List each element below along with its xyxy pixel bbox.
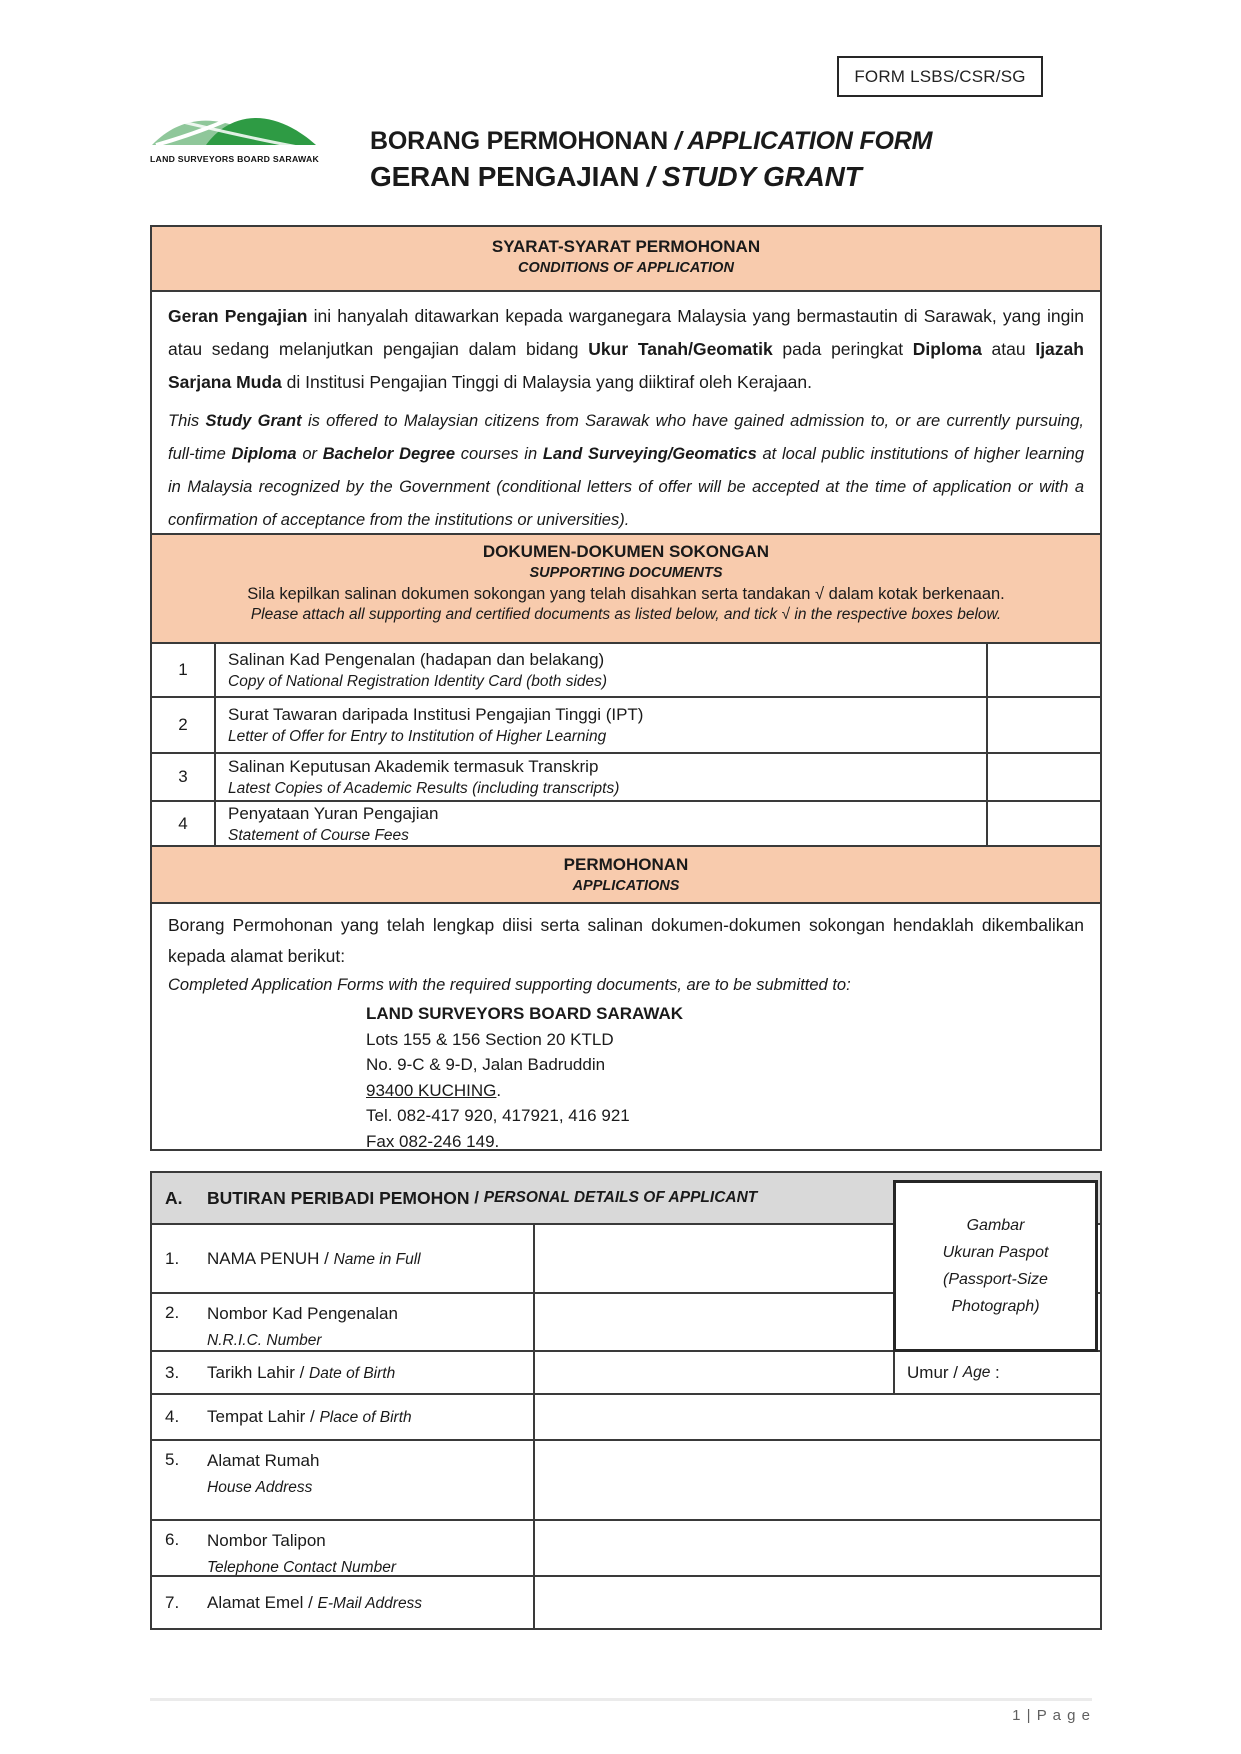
place-of-birth-malay: Tempat Lahir bbox=[207, 1407, 306, 1426]
applications-paragraph-malay: Borang Permohonan yang telah lengkap diisi serta salinan dokumen-dokumen sokongan hendaklah dikembalikan kepada alamat berikut: bbox=[168, 915, 1084, 966]
address-city-underlined: 93400 KUCHING bbox=[366, 1080, 497, 1100]
doc-row-2-tick-box[interactable] bbox=[986, 698, 1100, 752]
page-title bbox=[370, 127, 932, 193]
row-date-of-birth bbox=[152, 1352, 1100, 1395]
conditions-header bbox=[152, 227, 1100, 292]
photo-box-line-2: Ukuran Paspot bbox=[942, 1244, 1049, 1261]
section-a-index: A. bbox=[165, 1187, 183, 1208]
full-name-label-text bbox=[207, 1248, 421, 1270]
place-of-birth-field[interactable] bbox=[535, 1395, 1100, 1439]
home-address-field[interactable] bbox=[535, 1441, 1100, 1519]
home-address-label bbox=[152, 1441, 535, 1519]
row-telephone bbox=[152, 1521, 1100, 1577]
logo bbox=[150, 106, 322, 164]
doc-row-1-text bbox=[216, 644, 986, 696]
conditions-header-malay: SYARAT-SYARAT PERMOHONAN bbox=[491, 237, 761, 256]
doc-row-4-english: Statement of Course Fees bbox=[228, 826, 409, 844]
doc-row-3-text bbox=[216, 754, 986, 800]
title2-malay: GERAN PENGAJIAN bbox=[370, 161, 640, 192]
place-of-birth-separator: / bbox=[305, 1407, 320, 1426]
documents-header bbox=[152, 535, 1100, 644]
age-label-malay: Umur bbox=[907, 1362, 949, 1382]
documents-note-malay: Sila kepilkan salinan dokumen sokongan yang telah disahkan serta tandakan √ dalam kotak berkenaan. bbox=[247, 585, 1005, 603]
age-label-colon: : bbox=[990, 1362, 1000, 1382]
date-of-birth-english: Date of Birth bbox=[309, 1364, 396, 1382]
place-of-birth-label-text bbox=[207, 1406, 412, 1428]
doc-row-2-english: Letter of Offer for Entry to Institution of Higher Learning bbox=[228, 728, 607, 745]
telephone-number-index: 6. bbox=[165, 1530, 180, 1549]
photo-box-line-1: Gambar bbox=[966, 1217, 1025, 1234]
applications-header bbox=[152, 847, 1100, 904]
doc-row-1-tick-box[interactable] bbox=[986, 644, 1100, 696]
telephone-label bbox=[152, 1521, 535, 1575]
section-a-title-english: PERSONAL DETAILS OF APPLICANT bbox=[483, 1189, 758, 1206]
nric-malay: Nombor Kad Pengenalan bbox=[207, 1304, 398, 1323]
doc-row-3 bbox=[152, 754, 1100, 802]
doc-row-1 bbox=[152, 644, 1100, 698]
doc-row-1-malay: Salinan Kad Pengenalan (hadapan dan belakang) bbox=[228, 650, 605, 669]
nric-english: N.R.I.C. Number bbox=[207, 1332, 322, 1349]
telephone-malay: Nombor Talipon bbox=[207, 1531, 326, 1550]
telephone-field[interactable] bbox=[535, 1521, 1100, 1575]
photo-box-line-3: (Passport-Size bbox=[943, 1271, 1048, 1288]
place-of-birth-label bbox=[152, 1395, 535, 1439]
home-address-english: House Address bbox=[207, 1479, 313, 1496]
email-english: E-Mail Address bbox=[317, 1594, 423, 1612]
section-a-title-separator: / bbox=[469, 1188, 484, 1207]
place-of-birth-english: Place of Birth bbox=[319, 1409, 412, 1426]
doc-row-3-tick-box[interactable] bbox=[986, 754, 1100, 800]
email-number: 7. bbox=[165, 1592, 180, 1612]
board-address bbox=[366, 1001, 1084, 1149]
conditions-paragraph-malay: Geran Pengajian ini hanyalah ditawarkan kepada warganegara Malaysia yang bermastautin di Sarawak, yang ingin atau sedang melanjutkan pengajian dalam bidang Ukur Tanah/Geomatik pada peringkat Diploma atau Ijazah Sarjana Muda di Institusi Pengajian Tinggi di Malaysia yang diiktiraf oleh Kerajaan. bbox=[168, 306, 1084, 392]
row-home-address bbox=[152, 1441, 1100, 1521]
place-of-birth-number: 4. bbox=[165, 1407, 180, 1426]
doc-row-4-text bbox=[216, 802, 986, 845]
full-name-english: Name in Full bbox=[333, 1250, 421, 1268]
date-of-birth-label-text bbox=[207, 1362, 395, 1384]
email-separator: / bbox=[303, 1592, 318, 1612]
email-label bbox=[152, 1577, 535, 1628]
title-line-1 bbox=[370, 127, 932, 156]
age-field[interactable] bbox=[893, 1352, 1100, 1393]
doc-row-1-english: Copy of National Registration Identity Card (both sides) bbox=[228, 673, 608, 690]
email-label-text bbox=[207, 1592, 422, 1614]
title2-separator: / bbox=[639, 161, 663, 192]
date-of-birth-separator: / bbox=[294, 1362, 310, 1382]
full-name-label bbox=[152, 1225, 535, 1292]
address-line-2: No. 9-C & 9-D, Jalan Badruddin bbox=[366, 1055, 606, 1074]
doc-row-3-malay: Salinan Keputusan Akademik termasuk Transkrip bbox=[228, 757, 599, 776]
full-name-separator: / bbox=[319, 1248, 334, 1268]
applications-body bbox=[152, 904, 1100, 1149]
address-fax: Fax 082-246 149. bbox=[366, 1131, 500, 1149]
page-number: 1 | P a g e bbox=[1012, 1707, 1091, 1724]
form-code-box bbox=[837, 56, 1043, 97]
applications-header-english: APPLICATIONS bbox=[572, 878, 680, 894]
date-of-birth-number: 3. bbox=[165, 1362, 180, 1382]
doc-row-2-number: 2 bbox=[152, 698, 216, 752]
address-telephone: Tel. 082-417 920, 417921, 416 921 bbox=[366, 1106, 630, 1125]
email-field[interactable] bbox=[535, 1577, 1100, 1628]
documents-header-malay: DOKUMEN-DOKUMEN SOKONGAN bbox=[482, 542, 770, 561]
personal-details-table bbox=[150, 1171, 1102, 1630]
date-of-birth-field[interactable] bbox=[535, 1352, 893, 1393]
date-of-birth-malay: Tarikh Lahir bbox=[207, 1362, 295, 1382]
doc-row-2-text bbox=[216, 698, 986, 752]
doc-row-1-number: 1 bbox=[152, 644, 216, 696]
address-city-period: . bbox=[496, 1080, 502, 1100]
title1-malay: BORANG PERMOHONAN bbox=[370, 127, 668, 155]
form-code-text: FORM LSBS/CSR/SG bbox=[854, 66, 1026, 86]
doc-row-3-number: 3 bbox=[152, 754, 216, 800]
address-city bbox=[366, 1078, 1084, 1104]
doc-row-4 bbox=[152, 802, 1100, 847]
full-name-malay: NAMA PENUH bbox=[207, 1248, 320, 1268]
documents-header-english: SUPPORTING DOCUMENTS bbox=[529, 565, 723, 581]
logo-hills-icon bbox=[150, 106, 322, 152]
title1-english: APPLICATION FORM bbox=[687, 127, 933, 155]
date-of-birth-label bbox=[152, 1352, 535, 1393]
nric-label bbox=[152, 1294, 535, 1350]
title2-english: STUDY GRANT bbox=[662, 161, 862, 192]
nric-label-text bbox=[207, 1303, 398, 1350]
documents-note-english: Please attach all supporting and certified documents as listed below, and tick √ in the respective boxes below. bbox=[250, 606, 1002, 623]
address-line-1: Lots 155 & 156 Section 20 KTLD bbox=[366, 1029, 614, 1049]
telephone-english: Telephone Contact Number bbox=[207, 1559, 396, 1576]
conditions-body bbox=[152, 292, 1100, 535]
title1-separator: / bbox=[668, 127, 688, 155]
age-label-separator: / bbox=[948, 1362, 963, 1382]
doc-row-3-english: Latest Copies of Academic Results (including transcripts) bbox=[228, 780, 620, 797]
row-email bbox=[152, 1577, 1100, 1628]
address-name: LAND SURVEYORS BOARD SARAWAK bbox=[366, 1004, 684, 1023]
footer-divider bbox=[150, 1698, 1092, 1701]
full-name-number: 1. bbox=[165, 1248, 180, 1268]
title-line-2 bbox=[370, 161, 932, 193]
home-address-label-text bbox=[207, 1450, 319, 1519]
info-table bbox=[150, 225, 1102, 1151]
doc-row-2-malay: Surat Tawaran daripada Institusi Pengajian Tinggi (IPT) bbox=[228, 705, 644, 724]
logo-caption: LAND SURVEYORS BOARD SARAWAK bbox=[150, 154, 320, 164]
telephone-label-text bbox=[207, 1530, 396, 1575]
doc-row-2 bbox=[152, 698, 1100, 754]
conditions-paragraph-english: This Study Grant is offered to Malaysian citizens from Sarawak who have gained admission to, or are currently pursuing, full-time Diploma or Bachelor Degree courses in Land Surveying/Geomatics at local public institutions of higher learning in Malaysia recognized by the Government (conditional letters of offer will be accepted at the time of application or with a confirmation of acceptance from the institutions or universities). bbox=[168, 412, 1085, 529]
conditions-header-english: CONDITIONS OF APPLICATION bbox=[518, 260, 734, 276]
applications-paragraph-english: Completed Application Forms with the required supporting documents, are to be submitted to: bbox=[168, 976, 851, 994]
nric-number: 2. bbox=[165, 1303, 180, 1322]
row-place-of-birth bbox=[152, 1395, 1100, 1441]
section-a-title-malay: BUTIRAN PERIBADI PEMOHON bbox=[207, 1187, 470, 1208]
home-address-malay: Alamat Rumah bbox=[207, 1451, 320, 1470]
photo-box-line-4: Photograph) bbox=[951, 1298, 1040, 1315]
doc-row-4-malay: Penyataan Yuran Pengajian bbox=[228, 803, 439, 823]
email-malay: Alamat Emel bbox=[207, 1592, 304, 1612]
passport-photo-box[interactable] bbox=[893, 1180, 1098, 1352]
doc-row-4-tick-box[interactable] bbox=[986, 802, 1100, 845]
home-address-number: 5. bbox=[165, 1450, 180, 1469]
age-label-english: Age bbox=[962, 1363, 991, 1381]
applications-header-malay: PERMOHONAN bbox=[563, 855, 689, 874]
doc-row-4-number: 4 bbox=[152, 802, 216, 845]
